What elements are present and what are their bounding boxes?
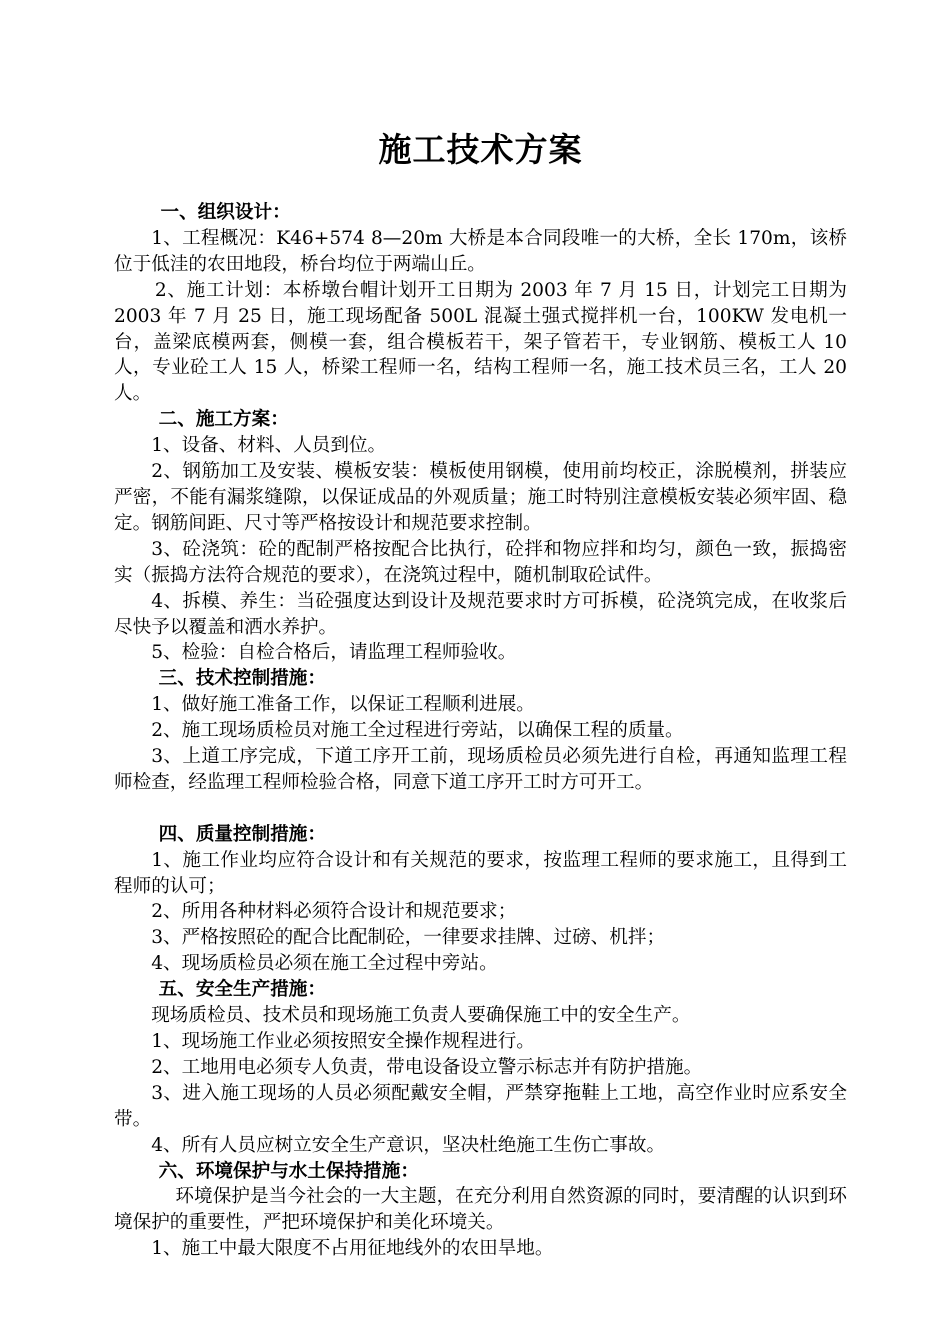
- paragraph: 1、现场施工作业必须按照安全操作规程进行。: [151, 1030, 535, 1052]
- paragraph: 4、现场质检员必须在施工全过程中旁站。: [151, 953, 498, 975]
- paragraph: 2、施工现场质检员对施工全过程进行旁站，以确保工程的质量。: [151, 720, 684, 742]
- paragraph: 1、施工中最大限度不占用征地线外的农田旱地。: [151, 1238, 554, 1260]
- paragraph: 3、砼浇筑：砼的配制严格按配合比执行，砼拌和物应拌和均匀，颜色一致，振捣密实（振捣方法符合规范的要求），在浇筑过程中，随机制取砼试件。: [114, 538, 847, 586]
- section-heading: 三、技术控制措施：: [158, 668, 326, 690]
- section-heading: 二、施工方案：: [158, 409, 289, 431]
- document-body: [114, 200, 847, 1262]
- paragraph: 3、严格按照砼的配合比配制砼，一律要求挂牌、过磅、机拌；: [151, 927, 666, 949]
- paragraph: 现场质检员、技术员和现场施工负责人要确保施工中的安全生产。: [151, 1005, 691, 1027]
- paragraph: 环境保护是当今社会的一大主题，在充分利用自然资源的同时，要清醒的认识到环境保护的重要性，严把环境保护和美化环境关。: [114, 1186, 847, 1234]
- paragraph: 5、检验：自检合格后，请监理工程师验收。: [151, 642, 517, 664]
- paragraph: 3、上道工序完成，下道工序开工前，现场质检员必须先进行自检，再通知监理工程师检查，经监理工程师检验合格，同意下道工序开工时方可开工。: [114, 746, 847, 793]
- blank-line: [114, 796, 847, 822]
- paragraph: 4、所有人员应树立安全生产意识，坚决杜绝施工生伤亡事故。: [151, 1134, 666, 1156]
- paragraph: 1、工程概况：K46+574 8—20m 大桥是本合同段唯一的大桥，全长 170m，该桥位于低洼的农田地段，桥台均位于两端山丘。: [114, 227, 847, 275]
- section-heading: 一、组织设计：: [160, 202, 291, 223]
- section-heading: 四、质量控制措施：: [158, 823, 326, 845]
- section-heading: 六、环境保护与水土保持措施：: [158, 1160, 419, 1182]
- paragraph: 3、进入施工现场的人员必须配戴安全帽，严禁穿拖鞋上工地，高空作业时应系安全带。: [114, 1082, 847, 1130]
- paragraph: 2、工地用电必须专人负责，带电设备设立警示标志并有防护措施。: [151, 1056, 703, 1078]
- paragraph: 2、所用各种材料必须符合设计和规范要求；: [151, 901, 517, 923]
- page-title: 施工技术方案: [378, 130, 583, 169]
- section-heading: 五、安全生产措施：: [158, 979, 326, 1001]
- paragraph: 1、设备、材料、人员到位。: [151, 435, 387, 457]
- paragraph: 1、施工作业均应符合设计和有关规范的要求，按监理工程师的要求施工，且得到工程师的认可；: [114, 849, 847, 897]
- paragraph: 4、拆模、养生：当砼强度达到设计及规范要求时方可拆模，砼浇筑完成，在收浆后尽快予以覆盖和洒水养护。: [114, 590, 847, 638]
- paragraph: 2、施工计划：本桥墩台帽计划开工日期为 2003 年 7 月 15 日，计划完工日期为 2003 年 7 月 25 日，施工现场配备 500L 混凝土强式搅拌机一台，100KW 发电机一台，盖梁底模两套，侧模一套，组合模板若干，架子管若干，专业钢筋、模板工人 10 人，专业砼工人 15 人，桥梁工程师一名，结构工程师一名，施工技术员三名，工人 20 人。: [114, 279, 847, 405]
- paragraph: 2、钢筋加工及安装、模板安装：模板使用钢模，使用前均校正，涂脱模剂，拼装应严密，不能有漏浆缝隙，以保证成品的外观质量；施工时特别注意模板安装必须牢固、稳定。钢筋间距、尺寸等严格按设计和规范要求控制。: [114, 461, 847, 534]
- paragraph: 1、做好施工准备工作，以保证工程顺利进展。: [151, 694, 535, 716]
